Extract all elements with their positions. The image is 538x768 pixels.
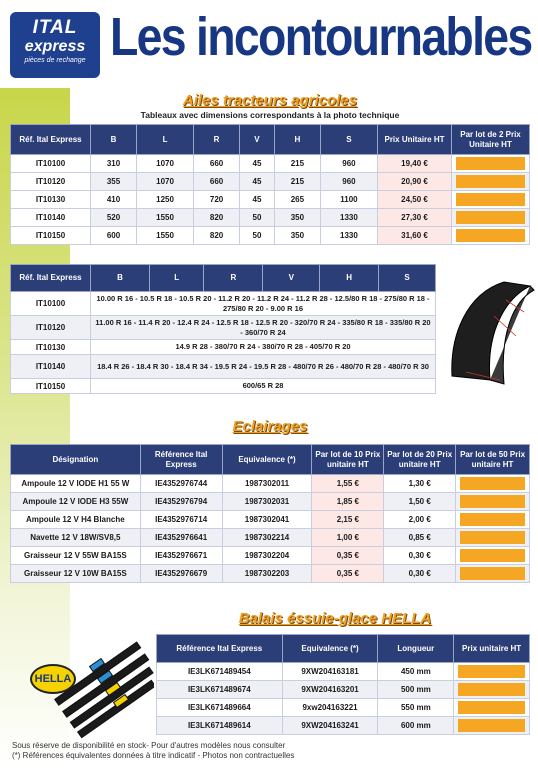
- dimension-cell: 1250: [136, 191, 193, 209]
- col-header-l: L: [150, 265, 204, 292]
- dimension-cell: 410: [91, 191, 137, 209]
- length-cell: 500 mm: [378, 681, 454, 699]
- dimension-cell: 50: [240, 227, 275, 245]
- tyre-sizes-cell: 11.00 R 16 - 11.4 R 20 - 12.4 R 24 - 12.5 R 18 - 12.5 R 20 - 320/70 R 24 - 335/80 R 18 - 335/80 R 20 - 360/70 R 24: [91, 316, 436, 340]
- hella-logo: HELLA: [30, 664, 76, 694]
- eclairages-table: [10, 444, 530, 583]
- lot10-price-cell: 1,85 €: [312, 493, 384, 511]
- designation-cell: Navette 12 V 18W/SV8,5: [11, 529, 141, 547]
- dimension-cell: 1550: [136, 209, 193, 227]
- col-header-v: V: [240, 125, 275, 155]
- col-header-equivalence: Equivalence (*): [282, 635, 378, 663]
- blurred-price: [458, 701, 525, 714]
- dimension-cell: 720: [194, 191, 240, 209]
- ref-cell: IT10150: [11, 379, 91, 394]
- table-row: [11, 173, 530, 191]
- blurred-price: [456, 193, 525, 206]
- col-header-s: S: [320, 125, 377, 155]
- col-header-lot20: Par lot de 20 Prix unitaire HT: [384, 445, 456, 475]
- table-row: [11, 227, 530, 245]
- table-row: [11, 316, 436, 340]
- designation-cell: Ampoule 12 V H4 Blanche: [11, 511, 141, 529]
- section-title-eclairages: Eclairages: [232, 418, 308, 435]
- designation-cell: Graisseur 12 V 55W BA15S: [11, 547, 141, 565]
- designation-cell: Ampoule 12 V IODE H3 55W: [11, 493, 141, 511]
- dimension-cell: 265: [274, 191, 320, 209]
- table-row: [11, 493, 530, 511]
- equivalence-cell: 1987302041: [222, 511, 312, 529]
- col-header-s: S: [379, 265, 436, 292]
- dimension-cell: 215: [274, 155, 320, 173]
- dimension-cell: 350: [274, 209, 320, 227]
- col-header-b: B: [91, 125, 137, 155]
- col-header-h: H: [320, 265, 379, 292]
- col-header-unit-price: Prix Unitaire HT: [378, 125, 452, 155]
- ailes-dimensions-table: [10, 124, 530, 245]
- lot50-price-cell: [456, 529, 530, 547]
- table-row: [11, 565, 530, 583]
- reference-cell: IE4352976641: [140, 529, 222, 547]
- blurred-price: [460, 531, 525, 544]
- table-row: [11, 511, 530, 529]
- lot-price-cell: [452, 227, 530, 245]
- equivalence-cell: 9XW204163241: [282, 717, 378, 735]
- blurred-price: [460, 513, 525, 526]
- col-header-designation: Désignation: [11, 445, 141, 475]
- unit-price-cell: 24,50 €: [378, 191, 452, 209]
- dimension-cell: 1330: [320, 227, 377, 245]
- col-header-l: L: [136, 125, 193, 155]
- table-row: [11, 209, 530, 227]
- table-row: [11, 355, 436, 379]
- dimension-cell: 520: [91, 209, 137, 227]
- length-cell: 600 mm: [378, 717, 454, 735]
- col-header-equivalence: Equivalence (*): [222, 445, 312, 475]
- reference-cell: IE3LK671489454: [157, 663, 283, 681]
- reference-cell: IE3LK671489674: [157, 681, 283, 699]
- ref-cell: IT10140: [11, 355, 91, 379]
- col-header-v: V: [263, 265, 320, 292]
- table-row: [11, 475, 530, 493]
- table-row: [11, 155, 530, 173]
- reference-cell: IE4352976714: [140, 511, 222, 529]
- equivalence-cell: 9xw204163221: [282, 699, 378, 717]
- blurred-price: [458, 665, 525, 678]
- dimension-cell: 660: [194, 155, 240, 173]
- blurred-price: [458, 683, 525, 696]
- blurred-price: [460, 549, 525, 562]
- ref-cell: IT10100: [11, 155, 91, 173]
- ref-cell: IT10100: [11, 292, 91, 316]
- table-row: [11, 529, 530, 547]
- lot-price-cell: [452, 155, 530, 173]
- dimension-cell: 310: [91, 155, 137, 173]
- col-header-ref: Réf. Ital Express: [11, 125, 91, 155]
- tyre-sizes-cell: 600/65 R 28: [91, 379, 436, 394]
- col-header-reference: Référence Ital Express: [140, 445, 222, 475]
- blurred-price: [456, 229, 525, 242]
- ailes-tyre-sizes-table: [10, 264, 436, 394]
- ref-cell: IT10120: [11, 173, 91, 191]
- equivalence-cell: 1987302214: [222, 529, 312, 547]
- footer-line-2: (*) Références équivalentes données à titre indicatif - Photos non contractuelles: [12, 751, 295, 760]
- ref-cell: IT10140: [11, 209, 91, 227]
- tyre-sizes-cell: 14.9 R 28 - 380/70 R 24 - 380/70 R 28 - 405/70 R 20: [91, 340, 436, 355]
- ref-cell: IT10150: [11, 227, 91, 245]
- dimension-cell: 600: [91, 227, 137, 245]
- section-subtitle-ailes: Tableaux avec dimensions correspondants à la photo technique: [140, 110, 400, 120]
- unit-price-cell: 19,40 €: [378, 155, 452, 173]
- lot50-price-cell: [456, 547, 530, 565]
- col-header-h: H: [274, 125, 320, 155]
- table-row: [11, 191, 530, 209]
- col-header-lot10: Par lot de 10 Prix unitaire HT: [312, 445, 384, 475]
- blurred-price: [458, 719, 525, 732]
- reference-cell: IE3LK671489614: [157, 717, 283, 735]
- fender-technical-photo: [446, 276, 536, 386]
- col-header-ref: Réf. Ital Express: [11, 265, 91, 292]
- table-row: [11, 379, 436, 394]
- col-header-r: R: [194, 125, 240, 155]
- table-row: [157, 663, 530, 681]
- col-header-b: B: [91, 265, 150, 292]
- page-header: [0, 0, 538, 88]
- reference-cell: IE4352976744: [140, 475, 222, 493]
- dimension-cell: 45: [240, 155, 275, 173]
- lot50-price-cell: [456, 565, 530, 583]
- lot20-price-cell: 0,30 €: [384, 565, 456, 583]
- reference-cell: IE3LK671489664: [157, 699, 283, 717]
- dimension-cell: 50: [240, 209, 275, 227]
- table-row: [157, 717, 530, 735]
- length-cell: 450 mm: [378, 663, 454, 681]
- blurred-price: [460, 495, 525, 508]
- col-header-longueur: Longueur: [378, 635, 454, 663]
- reference-cell: IE4352976671: [140, 547, 222, 565]
- lot20-price-cell: 2,00 €: [384, 511, 456, 529]
- dimension-cell: 350: [274, 227, 320, 245]
- table-row: [11, 292, 436, 316]
- lot50-price-cell: [456, 475, 530, 493]
- lot-price-cell: [452, 173, 530, 191]
- lot10-price-cell: 1,55 €: [312, 475, 384, 493]
- table-row: [11, 340, 436, 355]
- tyre-sizes-cell: 18.4 R 26 - 18.4 R 30 - 18.4 R 34 - 19.5 R 24 - 19.5 R 28 - 480/70 R 26 - 480/70 R 28 - 480/70 R 30: [91, 355, 436, 379]
- equivalence-cell: 1987302031: [222, 493, 312, 511]
- blurred-price: [460, 567, 525, 580]
- ref-cell: IT10130: [11, 340, 91, 355]
- ref-cell: IT10130: [11, 191, 91, 209]
- ital-express-logo: ITAL express pièces de rechange: [10, 12, 100, 78]
- dimension-cell: 1550: [136, 227, 193, 245]
- unit-price-cell: 27,30 €: [378, 209, 452, 227]
- lot10-price-cell: 0,35 €: [312, 547, 384, 565]
- lot50-price-cell: [456, 511, 530, 529]
- dimension-cell: 820: [194, 227, 240, 245]
- page-title: Les incontournables: [110, 7, 532, 67]
- footer-notes: [12, 741, 294, 761]
- lot10-price-cell: 0,35 €: [312, 565, 384, 583]
- designation-cell: Graisseur 12 V 10W BA15S: [11, 565, 141, 583]
- equivalence-cell: 1987302011: [222, 475, 312, 493]
- dimension-cell: 355: [91, 173, 137, 191]
- col-header-reference: Référence Ital Express: [157, 635, 283, 663]
- dimension-cell: 960: [320, 173, 377, 191]
- lot10-price-cell: 2,15 €: [312, 511, 384, 529]
- unit-price-cell: [454, 681, 530, 699]
- col-header-r: R: [204, 265, 263, 292]
- dimension-cell: 45: [240, 191, 275, 209]
- equivalence-cell: 9XW204163181: [282, 663, 378, 681]
- reference-cell: IE4352976794: [140, 493, 222, 511]
- lot20-price-cell: 1,50 €: [384, 493, 456, 511]
- unit-price-cell: [454, 663, 530, 681]
- lot-price-cell: [452, 191, 530, 209]
- tyre-sizes-cell: 10.00 R 16 - 10.5 R 18 - 10.5 R 20 - 11.2 R 20 - 11.2 R 24 - 11.2 R 28 - 12.5/80 R 18 - 275/80 R 18 - 275/80 R 20 - 9.00 R 16: [91, 292, 436, 316]
- dimension-cell: 820: [194, 209, 240, 227]
- ref-cell: IT10120: [11, 316, 91, 340]
- dimension-cell: 45: [240, 173, 275, 191]
- footer-line-1: Sous réserve de disponibilité en stock- Pour d'autres modèles nous consulter: [12, 741, 286, 750]
- designation-cell: Ampoule 12 V IODE H1 55 W: [11, 475, 141, 493]
- unit-price-cell: 20,90 €: [378, 173, 452, 191]
- table-row: [11, 547, 530, 565]
- length-cell: 550 mm: [378, 699, 454, 717]
- lot-price-cell: [452, 209, 530, 227]
- dimension-cell: 1330: [320, 209, 377, 227]
- unit-price-cell: 31,60 €: [378, 227, 452, 245]
- lot50-price-cell: [456, 493, 530, 511]
- equivalence-cell: 9XW204163201: [282, 681, 378, 699]
- dimension-cell: 960: [320, 155, 377, 173]
- dimension-cell: 1070: [136, 173, 193, 191]
- table-row: [157, 699, 530, 717]
- dimension-cell: 215: [274, 173, 320, 191]
- blurred-price: [456, 175, 525, 188]
- lot10-price-cell: 1,00 €: [312, 529, 384, 547]
- table-row: [157, 681, 530, 699]
- lot20-price-cell: 1,30 €: [384, 475, 456, 493]
- section-title-ailes: Ailes tracteurs agricoles: [182, 92, 358, 109]
- col-header-lot-price: Par lot de 2 Prix Unitaire HT: [452, 125, 530, 155]
- dimension-cell: 1070: [136, 155, 193, 173]
- reference-cell: IE4352976679: [140, 565, 222, 583]
- dimension-cell: 660: [194, 173, 240, 191]
- lot20-price-cell: 0,85 €: [384, 529, 456, 547]
- section-title-balais: Balais éssuie-glace HELLA: [238, 610, 432, 627]
- blurred-price: [456, 157, 525, 170]
- col-header-prix: Prix unitaire HT: [454, 635, 530, 663]
- unit-price-cell: [454, 699, 530, 717]
- equivalence-cell: 1987302203: [222, 565, 312, 583]
- col-header-lot50: Par lot de 50 Prix unitaire HT: [456, 445, 530, 475]
- unit-price-cell: [454, 717, 530, 735]
- lot20-price-cell: 0,30 €: [384, 547, 456, 565]
- balais-hella-table: [156, 634, 530, 735]
- blurred-price: [456, 211, 525, 224]
- equivalence-cell: 1987302204: [222, 547, 312, 565]
- dimension-cell: 1100: [320, 191, 377, 209]
- blurred-price: [460, 477, 525, 490]
